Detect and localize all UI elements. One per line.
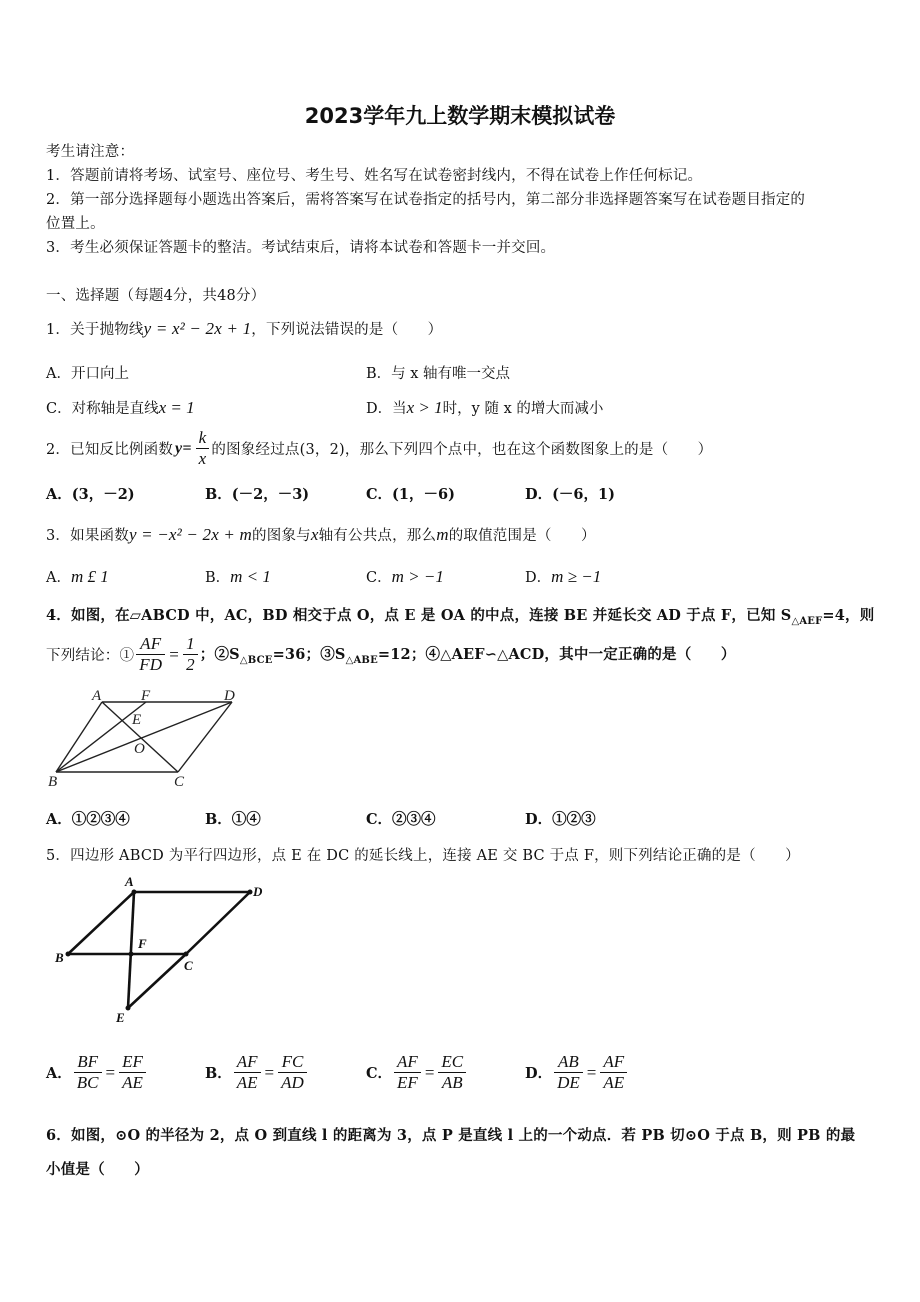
q3-option-b-expr: m < 1 (230, 567, 271, 586)
notice-item-2-cont: 位置上。 (46, 216, 105, 232)
page-title: 2023学年九上数学期末模拟试卷 (304, 104, 616, 128)
q5-option-d-label: D． (525, 1065, 553, 1082)
question-2 (46, 428, 712, 469)
q3-option-c-label: C． (366, 570, 392, 586)
q3-option-b-label: B． (205, 570, 231, 586)
q5-c-frac-1 (394, 1052, 421, 1093)
q5-a-frac-1-num: BF (74, 1052, 102, 1073)
q5-d-frac-2 (600, 1052, 627, 1093)
q2-suffix: 的图象经过点(3，2)，那么下列四个点中，也在这个函数图象上的是（ ） (211, 442, 713, 458)
q2-option-c[interactable]: C．(1，－6) (366, 486, 455, 503)
q3-mid2: 轴有公共点，那么 (318, 528, 437, 544)
q5-point-a (132, 890, 137, 895)
q4-label-c: C (174, 774, 185, 790)
q4-edge-ba (56, 702, 102, 772)
q3-x: x (310, 525, 319, 544)
q5-c-frac-1-den: EF (397, 1073, 418, 1092)
q5-d-frac-1-num: AB (554, 1052, 583, 1073)
q1-option-a[interactable]: A．开口向上 (46, 366, 129, 382)
q4-parallelogram-figure (44, 686, 244, 790)
q4-equals: = (169, 644, 180, 664)
q4-line1-sub: △AEF (791, 615, 823, 627)
q5-c-frac-1-num: AF (394, 1052, 421, 1073)
q5-label-d: D (253, 884, 263, 899)
q3-option-c-expr: m > −1 (391, 567, 444, 586)
q5-c-frac-2 (438, 1052, 466, 1093)
q5-label-c: C (184, 958, 193, 973)
q2-fraction-den: x (198, 449, 207, 468)
q5-d-frac-1 (554, 1052, 583, 1093)
q5-b-frac-1-den: AE (236, 1073, 258, 1092)
q3-option-b[interactable] (205, 566, 271, 587)
q5-b-frac-1 (234, 1052, 261, 1093)
q5-c-frac-2-num: EC (438, 1052, 466, 1073)
question-1 (46, 318, 442, 339)
q1-option-c[interactable] (46, 397, 195, 418)
q4-c3-sub: △ABE (345, 654, 378, 666)
q4-c2-val: =36；③S (272, 646, 346, 664)
notice-item-2: 2．第一部分选择题每小题选出答案后，需将答案写在试卷指定的括号内，第二部分非选择题答案写在试卷题目指定的 (46, 192, 806, 208)
q5-a-frac-2-num: EF (119, 1052, 146, 1073)
q5-b-frac-2-den: AD (281, 1073, 304, 1092)
q4-c2-sub: △BCE (239, 654, 273, 666)
q3-m: m (436, 525, 449, 544)
q5-b-eq: = (264, 1062, 275, 1082)
q5-option-c-label: C． (366, 1065, 393, 1082)
q5-edge-ba (68, 892, 134, 954)
q1-suffix: ，下列说法错误的是（ ） (251, 322, 443, 338)
q3-option-a-expr: m £ 1 (70, 567, 109, 586)
q3-option-a-label: A． (46, 570, 71, 586)
q5-c-frac-2-den: AB (441, 1073, 463, 1092)
q4-frac-den: FD (139, 655, 163, 674)
question-6-line-1: 6．如图，⊙O 的半径为 2，点 O 到直线 l 的距离为 3，点 P 是直线 l 上的一个动点．若 PB 切⊙O 于点 B，则 PB 的最 (46, 1127, 856, 1144)
q5-option-b[interactable] (205, 1052, 309, 1093)
q5-c-eq: = (424, 1062, 435, 1082)
q4-line1-end: =4，则 (822, 607, 875, 624)
q4-label-e: E (132, 712, 142, 728)
q5-option-a-label: A． (46, 1065, 72, 1082)
q5-point-e (126, 1006, 131, 1011)
q5-a-frac-1-den: BC (76, 1073, 99, 1092)
q5-label-b: B (55, 950, 64, 965)
q5-b-frac-2-num: FC (278, 1052, 307, 1073)
q3-option-d[interactable] (525, 566, 601, 587)
q3-expression: y = −x² − 2x + m (128, 525, 253, 544)
q4-c3-val: =12；④△AEF∽△ACD，其中一定正确的是（ ） (377, 646, 736, 664)
q4-frac2-den: 2 (186, 655, 195, 674)
q5-edge-dc (186, 892, 250, 954)
q1-expression: y = x² − 2x + 1 (143, 319, 252, 338)
q2-prefix: 2．已知反比例函数 (46, 442, 174, 458)
notice-heading: 考生请注意： (46, 144, 135, 160)
q3-option-c[interactable] (366, 566, 444, 587)
q4-option-d[interactable]: D．①②③ (525, 811, 596, 828)
q4-option-b[interactable]: B．①④ (205, 811, 261, 828)
q4-fraction-af-fd (136, 634, 165, 675)
q4-option-a[interactable]: A．①②③④ (46, 811, 130, 828)
q5-d-frac-2-den: AE (603, 1073, 625, 1092)
q5-a-frac-2 (119, 1052, 146, 1093)
q5-parallelogram-figure (50, 872, 280, 1024)
notice-item-1: 1．答题前请将考场、试室号、座位号、考生号、姓名写在试卷密封线内，不得在试卷上作任何标记。 (46, 168, 703, 184)
q3-mid: 的图象与 (252, 528, 311, 544)
q4-label-d: D (224, 688, 235, 704)
q5-d-frac-1-den: DE (557, 1073, 580, 1092)
section-heading: 一、选择题（每题4分，共48分） (46, 288, 266, 304)
q4-frac2-num: 1 (183, 634, 198, 655)
q1-option-b[interactable]: B．与 x 轴有唯一交点 (366, 366, 511, 382)
q5-option-c[interactable] (366, 1052, 468, 1093)
q5-option-a[interactable] (46, 1052, 148, 1093)
q1-option-c-label: C．对称轴是直线 (46, 401, 159, 417)
q2-y: y= (175, 439, 192, 457)
q5-label-e: E (116, 1010, 125, 1024)
q1-option-d[interactable] (366, 397, 603, 418)
q2-option-d[interactable]: D．(－6，1) (525, 486, 615, 503)
q4-label-f: F (141, 688, 151, 704)
question-4-line-2 (46, 634, 736, 675)
q5-edge-ce (128, 954, 186, 1008)
q5-a-frac-2-den: AE (122, 1073, 143, 1092)
q1-prefix: 1．关于抛物线 (46, 322, 144, 338)
q4-line1-text: 4．如图，在▱ABCD 中，AC，BD 相交于点 O，点 E 是 OA 的中点，连接 BE 并延长交 AD 于点 F，已知 S (46, 607, 792, 624)
q5-point-f (129, 952, 134, 957)
q4-c2-text: ；②S (199, 646, 240, 664)
q5-option-d[interactable] (525, 1052, 629, 1093)
q5-d-frac-2-num: AF (600, 1052, 627, 1073)
q2-option-a[interactable]: A．(3，－2) (46, 486, 135, 503)
q4-frac-num: AF (136, 634, 165, 655)
q1-option-d-label: D．当 (366, 401, 407, 417)
question-6-line-2: 小值是（ ） (46, 1161, 149, 1178)
q4-label-b: B (48, 774, 58, 790)
q5-a-eq: = (105, 1062, 116, 1082)
q4-fraction-half (183, 634, 198, 675)
q5-option-b-label: B． (205, 1065, 232, 1082)
q1-option-d-expr: x > 1 (406, 398, 443, 417)
q3-option-d-label: D． (525, 570, 552, 586)
q5-label-f: F (138, 936, 147, 951)
q3-suffix: 的取值范围是（ ） (448, 528, 596, 544)
q2-option-b[interactable]: B．(－2，－3) (205, 486, 310, 503)
q4-conclusion-2 (199, 646, 736, 666)
q2-fraction (196, 428, 210, 469)
q5-label-a: A (125, 874, 134, 889)
q5-point-d (248, 890, 253, 895)
q4-line2-pre: 下列结论：① (46, 648, 135, 664)
notice-item-3: 3．考生必须保证答题卡的整洁。考试结束后，请将本试卷和答题卡一并交回。 (46, 240, 556, 256)
q5-d-eq: = (586, 1062, 597, 1082)
q2-fraction-num: k (196, 428, 210, 449)
q4-label-o: O (134, 741, 145, 757)
question-4-line-1 (46, 604, 874, 627)
q3-option-a[interactable] (46, 566, 109, 587)
q4-option-c[interactable]: C．②③④ (366, 811, 436, 828)
question-3 (46, 524, 596, 545)
q1-option-c-expr: x = 1 (158, 398, 195, 417)
q4-label-a: A (92, 688, 102, 704)
question-5: 5．四边形 ABCD 为平行四边形，点 E 在 DC 的延长线上，连接 AE 交 BC 于点 F，则下列结论正确的是（ ） (46, 848, 800, 864)
q1-option-d-suffix: 时，y 随 x 的增大而减小 (442, 401, 604, 417)
q5-b-frac-2 (278, 1052, 307, 1093)
q5-b-frac-1-num: AF (234, 1052, 261, 1073)
q5-a-frac-1 (74, 1052, 102, 1093)
q5-line-ae (128, 892, 134, 1008)
q5-point-c (184, 952, 189, 957)
q5-point-b (66, 952, 71, 957)
q3-option-d-expr: m ≥ −1 (551, 567, 602, 586)
q3-prefix: 3．如果函数 (46, 528, 129, 544)
